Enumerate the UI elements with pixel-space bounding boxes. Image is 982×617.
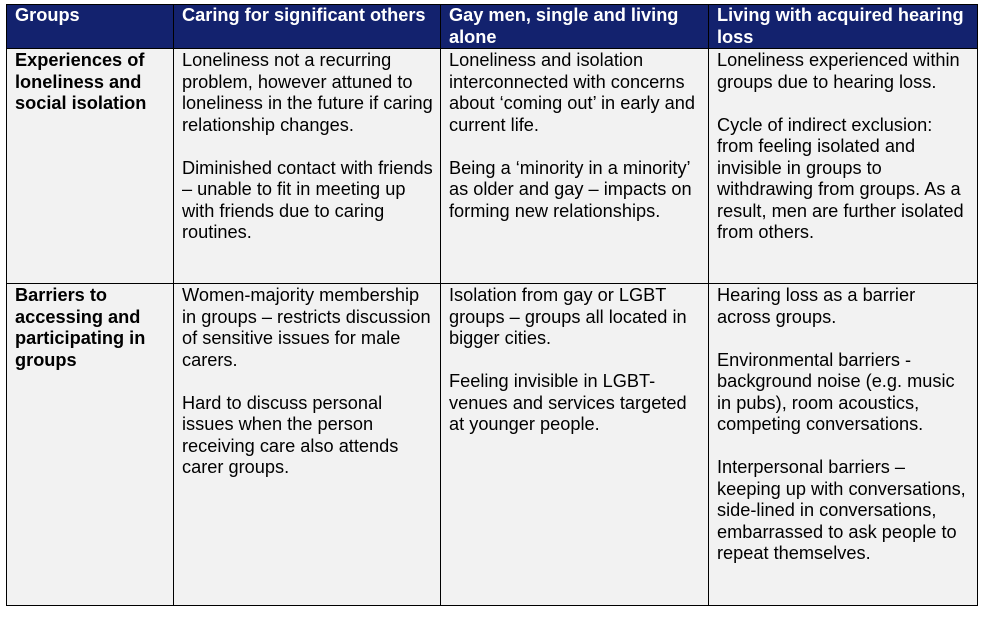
cell-paragraph: Diminished contact with friends – unable to fit in meeting up with friends due to caring routines. (182, 157, 433, 242)
cell-paragraph: Environmental barriers - background noise (e.g. music in pubs), room acoustics, competing conversations. (717, 349, 955, 434)
cell-paragraph: Interpersonal barriers – keeping up with conversations, side-lined in conversations, embarrassed to ask people to repeat themselves. (717, 457, 966, 563)
cell-caring-barriers (174, 284, 441, 606)
table-row (7, 284, 978, 606)
cell-hearing-experiences (709, 49, 978, 284)
cell-paragraph: Being a ‘minority in a minority’ as older and gay – impacts on forming new relationships. (449, 157, 692, 221)
cell-paragraph: Loneliness experienced within groups due to hearing loss. (717, 50, 960, 92)
row-label-experiences: Experiences of loneliness and social isolation (7, 49, 174, 284)
row-label-barriers: Barriers to accessing and participating in groups (7, 284, 174, 606)
header-gay-men: Gay men, single and living alone (441, 5, 709, 49)
header-row (7, 5, 978, 49)
cell-paragraph: Loneliness and isolation interconnected with concerns about ‘coming out’ in early and current life. (449, 50, 696, 135)
cell-gay-men-barriers (441, 284, 709, 606)
cell-caring-experiences (174, 49, 441, 284)
cell-gay-men-experiences (441, 49, 709, 284)
cell-hearing-barriers (709, 284, 978, 606)
cell-paragraph: Hard to discuss personal issues when the person receiving care also attends carer groups. (182, 392, 399, 477)
header-groups: Groups (7, 5, 174, 49)
header-hearing-loss: Living with acquired hearing loss (709, 5, 978, 49)
cell-paragraph: Hearing loss as a barrier across groups. (717, 285, 916, 327)
header-caring: Caring for significant others (174, 5, 441, 49)
cell-paragraph: Women-majority membership in groups – restricts discussion of sensitive issues for male carers. (182, 285, 431, 370)
cell-paragraph: Feeling invisible in LGBT-venues and services targeted at younger people. (449, 371, 687, 434)
cell-paragraph: Cycle of indirect exclusion: from feeling isolated and invisible in groups to withdrawing from groups. As a result, men are further isolated from others. (717, 114, 964, 242)
findings-table (6, 4, 978, 606)
cell-paragraph: Loneliness not a recurring problem, however attuned to loneliness in the future if caring relationship changes. (182, 50, 433, 135)
table-row (7, 49, 978, 284)
cell-paragraph: Isolation from gay or LGBT groups – groups all located in bigger cities. (449, 285, 687, 348)
